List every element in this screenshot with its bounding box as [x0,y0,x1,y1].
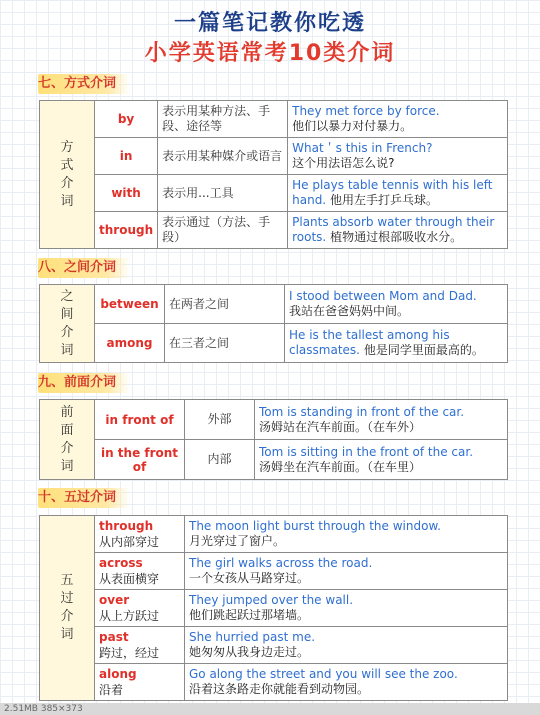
preposition-word: in front of [95,400,185,440]
page-title: 一篇笔记教你吃透 [173,11,366,36]
example-cell: They met force by force. 他们以暴力对付暴力。 [288,101,508,138]
table-row [40,516,508,553]
example-cell: He is the tallest among his classmates. 他是同学里面最高的。 [285,324,508,363]
example-cell: They jumped over the wall. 他们跳起跃过那堵墙。 [185,590,508,627]
section-heading-manner: 七、方式介词 [38,74,130,94]
table-row [40,101,508,138]
example-cell: She hurried past me. 她匆匆从我身边走过。 [185,627,508,664]
meaning-cell: 内部 [185,440,255,480]
table-row [40,590,508,627]
example-cell: Go along the street and you will see the zoo. 沿着这条路走你就能看到动物园。 [185,664,508,701]
category-cell: 前 面 介 词 [40,400,95,480]
example-cell: I stood between Mom and Dad. 我站在爸爸妈妈中间。 [285,285,508,324]
preposition-word: in [95,138,158,175]
table-row [40,553,508,590]
meaning-cell: 在两者之间 [165,285,285,324]
page-subtitle: 小学英语常考10类介词 [144,41,396,66]
table-row [40,175,508,212]
example-cell: What＇s this in French? 这个用法语怎么说? [288,138,508,175]
category-cell: 方 式 介 词 [40,101,95,249]
table-row [40,400,508,440]
meaning-cell: 外部 [185,400,255,440]
preposition-word: between [95,285,165,324]
table-row [40,212,508,249]
table-row [40,627,508,664]
table-row [40,324,508,363]
preposition-word: along 沿着 [95,664,185,701]
meaning-cell: 在三者之间 [165,324,285,363]
example-cell: Tom is standing in front of the car. 汤姆站在汽车前面。（在车外） [255,400,508,440]
manner-prepositions-table [39,100,508,249]
table-row [40,664,508,701]
preposition-word: in the front of [95,440,185,480]
preposition-word: through 从内部穿过 [95,516,185,553]
preposition-word: by [95,101,158,138]
preposition-word: through [95,212,158,249]
front-prepositions-table [39,399,508,480]
image-status-bar: 2.51MB 385×373 [0,703,540,715]
preposition-word: past 跨过，经过 [95,627,185,664]
table-row [40,285,508,324]
meaning-cell: 表示用...工具 [158,175,288,212]
meaning-cell: 表示用某种方法、手段、途径等 [158,101,288,138]
example-cell: The moon light burst through the window. 月光穿过了窗户。 [185,516,508,553]
meaning-cell: 表示用某种媒介或语言 [158,138,288,175]
between-prepositions-table [39,284,508,363]
example-cell: Plants absorb water through their roots. 植物通过根部吸收水分。 [288,212,508,249]
preposition-word: with [95,175,158,212]
example-cell: He plays table tennis with his left hand. 他用左手打乒乓球。 [288,175,508,212]
category-cell: 五 过 介 词 [40,516,95,701]
preposition-word: among [95,324,165,363]
cross-prepositions-table [39,515,508,701]
example-cell: Tom is sitting in the front of the car. 汤姆坐在汽车前面。（在车里） [255,440,508,480]
preposition-word: over 从上方跃过 [95,590,185,627]
preposition-word: across 从表面横穿 [95,553,185,590]
meaning-cell: 表示通过（方法、手段） [158,212,288,249]
category-cell: 之 间 介 词 [40,285,95,363]
section-heading-between: 八、之间介词 [38,258,130,278]
section-heading-cross: 十、五过介词 [38,488,130,508]
section-heading-front: 九、前面介词 [38,373,130,393]
example-cell: The girl walks across the road. 一个女孩从马路穿过。 [185,553,508,590]
table-row [40,440,508,480]
table-row [40,138,508,175]
